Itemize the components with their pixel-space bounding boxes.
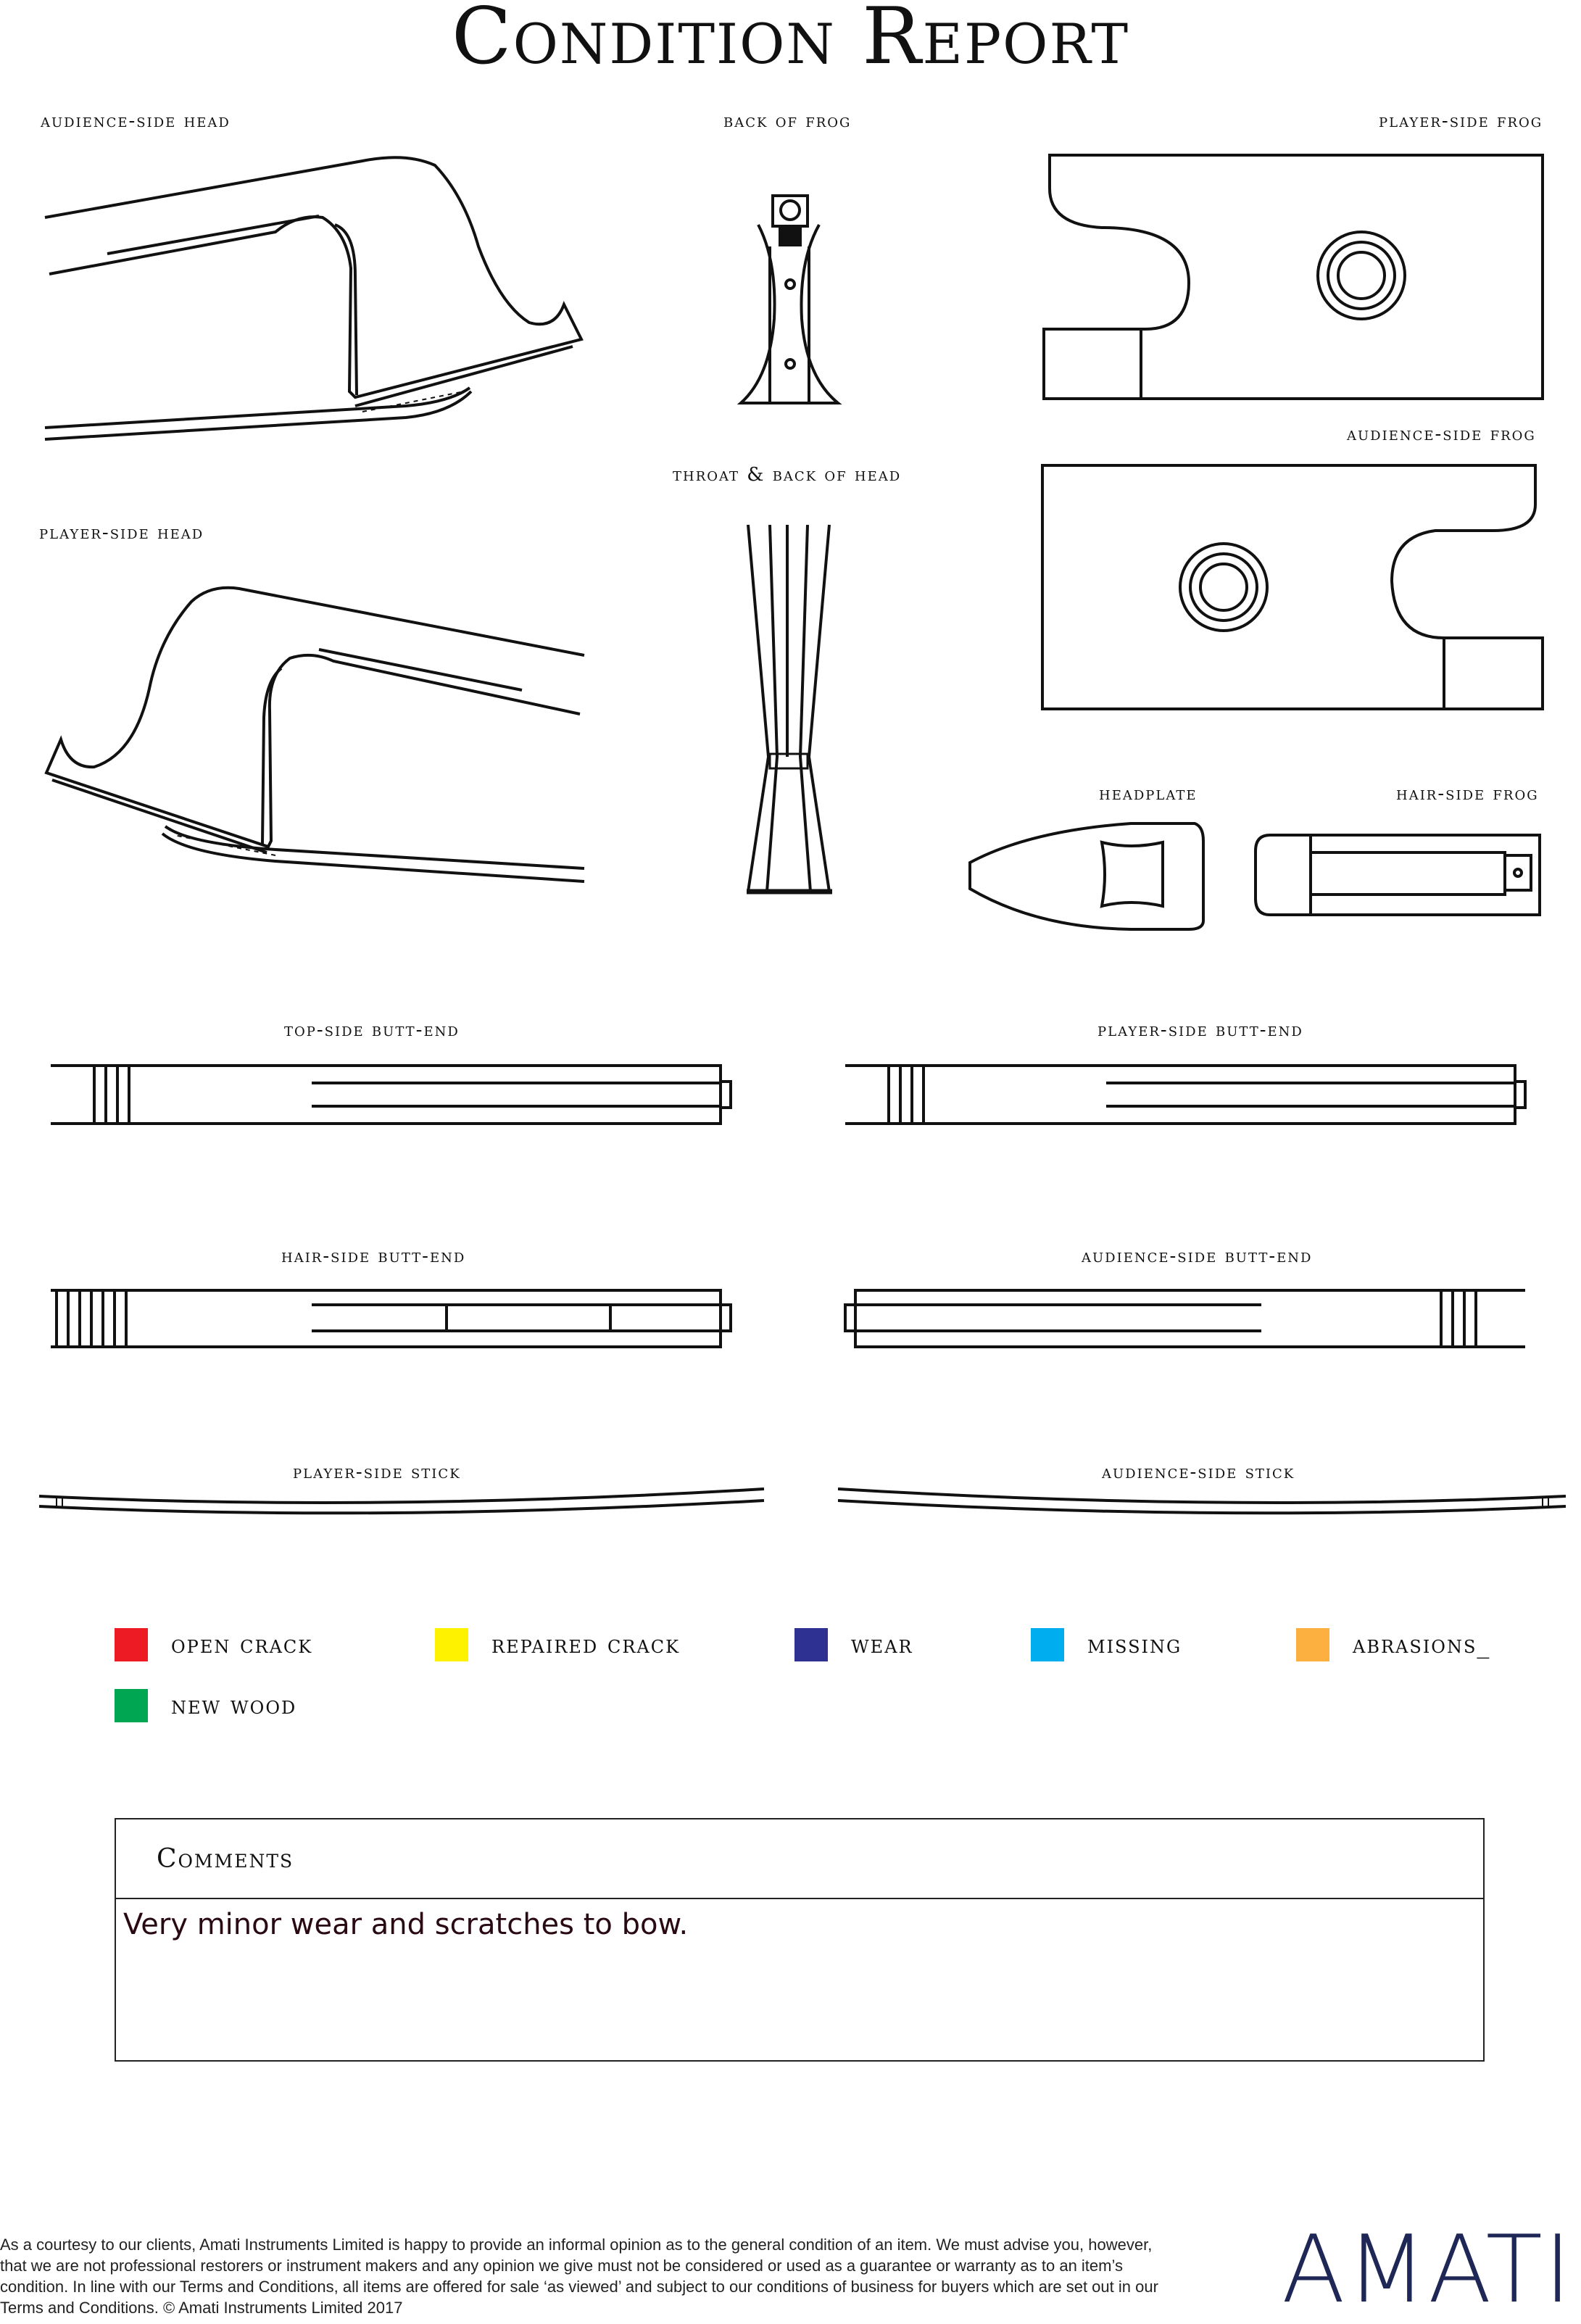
amati-logo: AMATI — [1282, 2216, 1573, 2324]
legend-wear: wear — [794, 1628, 913, 1661]
label-hair-side-frog: hair-side frog — [1396, 783, 1539, 805]
hair-side-frog-drawing — [1256, 835, 1540, 915]
label-throat-back-of-head: throat & back of head — [673, 464, 902, 486]
label-audience-side-frog: audience-side frog — [1347, 423, 1536, 445]
top-side-butt-end-drawing — [51, 1066, 731, 1124]
label-player-side-frog: player-side frog — [1379, 110, 1543, 132]
comments-heading: Comments — [116, 1819, 1483, 1899]
swatch-yellow — [435, 1628, 468, 1661]
player-side-head-drawing — [46, 588, 584, 881]
label-headplate: headplate — [1099, 783, 1198, 805]
throat-back-of-head-drawing — [747, 525, 832, 892]
label-player-side-stick: player-side stick — [293, 1461, 461, 1483]
back-of-frog-drawing — [741, 196, 838, 403]
audience-side-head-drawing — [45, 157, 581, 439]
label-audience-side-head: audience-side head — [41, 110, 231, 132]
swatch-dark-blue — [794, 1628, 828, 1661]
disclaimer-text: As a courtesy to our clients, Amati Instruments Limited is happy to provide an informal opinion as to the general condition of an item. We must advise you, however, that we are not professional restorers or instrument makers and any opinion we give must not be considered or used as a guarantee or warranty as to an item’s condition. In line with our Terms and Conditions, all items are offered for sale ‘as viewed’ and subject to our conditions of business for buyers which are set out in our Terms and Conditions. © Amati Instruments Limited 2017 — [0, 2236, 1158, 2317]
label-top-side-butt-end: top-side butt-end — [284, 1019, 460, 1041]
swatch-green — [115, 1689, 148, 1722]
swatch-red — [115, 1628, 148, 1661]
legend-open-crack: open crack — [115, 1628, 312, 1661]
player-side-butt-end-drawing — [845, 1066, 1525, 1124]
label-back-of-frog: back of frog — [723, 110, 852, 132]
player-side-frog-drawing — [1044, 155, 1543, 399]
label-audience-side-stick: audience-side stick — [1102, 1461, 1295, 1483]
legend-new-wood: new wood — [115, 1689, 296, 1722]
player-side-stick-drawing — [39, 1489, 764, 1513]
page-title: Condition Report — [451, 0, 1130, 82]
legend-missing: missing — [1031, 1628, 1182, 1661]
label-player-side-butt-end: player-side butt-end — [1097, 1019, 1303, 1041]
legend-abrasions: abrasions_ — [1296, 1628, 1490, 1661]
comments-box — [115, 1818, 1485, 2062]
label-audience-side-butt-end: audience-side butt-end — [1082, 1245, 1313, 1267]
label-player-side-head: player-side head — [39, 522, 204, 544]
swatch-light-blue — [1031, 1628, 1064, 1661]
legend-repaired-crack: repaired crack — [435, 1628, 680, 1661]
hair-side-butt-end-drawing — [51, 1290, 731, 1347]
audience-side-butt-end-drawing — [845, 1290, 1525, 1347]
swatch-orange — [1296, 1628, 1329, 1661]
comments-text[interactable]: Very minor wear and scratches to bow. — [123, 1908, 689, 1941]
label-hair-side-butt-end: hair-side butt-end — [281, 1245, 466, 1267]
headplate-drawing — [970, 823, 1203, 929]
audience-side-frog-drawing — [1042, 465, 1543, 709]
audience-side-stick-drawing — [838, 1489, 1566, 1513]
